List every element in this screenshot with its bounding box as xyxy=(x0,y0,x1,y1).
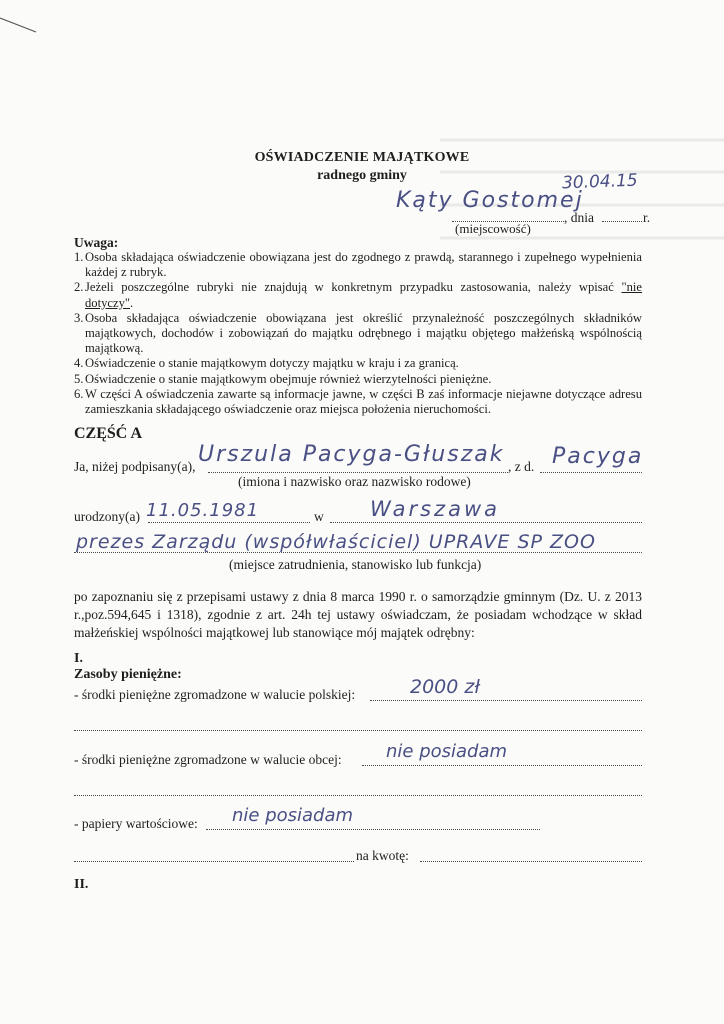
document-subtitle: radnego gminy xyxy=(317,168,407,183)
section-1-heading: Zasoby pieniężne: xyxy=(74,667,182,682)
pln-funds-label: - środki pieniężne zgromadzone w walucie polskiej: xyxy=(74,687,356,702)
pln-dotted-line xyxy=(370,700,642,701)
section-2-number: II. xyxy=(74,877,89,892)
signatory-label: Ja, niżej podpisany(a), xyxy=(74,459,196,474)
handwritten-birth-place: Warszawa xyxy=(370,497,500,521)
foreign-dotted-line xyxy=(362,765,642,766)
born-label: urodzony(a) xyxy=(74,509,140,524)
handwritten-employment: prezes Zarządu (współwłaściciel) UPRAVE SP ZOO xyxy=(76,531,596,553)
document-title: OŚWIADCZENIE MAJĄTKOWE xyxy=(254,150,470,165)
amount-label: na kwotę: xyxy=(356,848,409,863)
securities-extra-dotted-line xyxy=(74,861,354,862)
nie-dotyczy-phrase: "nie dotyczy" xyxy=(85,280,642,310)
note-item: 4. Oświadczenie o stanie majątkowym dotyczy majątku w kraju i za granicą. xyxy=(74,356,459,371)
birth-date-dotted-line xyxy=(148,522,310,523)
note-item: 3. Osoba składająca oświadczenie obowiązana jest określić przynależność poszczególnych składników majątkowych, dochodów i zobowiązań do majątku odrębnego i majątku objętego małżeńską wspólnością majątkową. xyxy=(74,310,642,356)
place-caption: (miejscowość) xyxy=(455,221,531,236)
securities-label: - papiery wartościowe: xyxy=(74,816,198,831)
dnia-label: , dnia xyxy=(564,210,594,225)
foreign-extra-dotted-line xyxy=(74,795,642,796)
handwritten-pln-amount: 2000 zł xyxy=(410,676,480,698)
handwritten-securities: nie posiadam xyxy=(232,805,354,826)
date-dotted-line xyxy=(602,221,642,222)
pln-extra-dotted-line xyxy=(74,730,642,731)
born-in-label: w xyxy=(314,509,324,524)
securities-dotted-line xyxy=(206,829,540,830)
handwritten-full-name: Urszula Pacyga-Głuszak xyxy=(198,442,505,467)
handwritten-date: 30.04.15 xyxy=(561,170,639,194)
handwritten-foreign-funds: nie posiadam xyxy=(386,741,508,762)
scan-corner-mark xyxy=(0,10,40,40)
handwritten-place: Kąty Gostomej xyxy=(396,188,584,213)
note-item: 5. Oświadczenie o stanie majątkowym obejmuje również wierzytelności pieniężne. xyxy=(74,371,492,386)
maiden-dotted-line xyxy=(540,472,642,473)
note-item: 1. Osoba składająca oświadczenie obowiązana jest do zgodnego z prawdą, starannego i zupełnego wypełnienia każdej z rubryk. xyxy=(74,250,642,280)
year-suffix: r. xyxy=(643,210,651,225)
notes-heading: Uwaga: xyxy=(74,235,119,250)
part-a-heading: CZĘŚĆ A xyxy=(74,425,143,442)
handwritten-maiden-name: Pacyga xyxy=(552,444,644,469)
employment-caption: (miejsce zatrudnienia, stanowisko lub funkcja) xyxy=(229,557,482,572)
notes-list xyxy=(74,250,642,417)
amount-dotted-line xyxy=(420,861,642,862)
note-item: 6. W części A oświadczenia zawarte są informacje jawne, w części B zaś informacje niejawne dotyczące adresu zamieszkania składającego oświadczenie oraz miejsca położenia nieruchomości. xyxy=(74,386,642,417)
statement-paragraph: po zapoznaniu się z przepisami ustawy z dnia 8 marca 1990 r. o samorządzie gminnym (Dz. U. z 2013 r.,poz.594,645 i 1318), zgodnie z art. 24h tej ustawy oświadczam, że posiadam wchodzące w skład małżeńskiej wspólności majątkowej lub stanowiące mój majątek odrębny: xyxy=(74,589,642,640)
handwritten-birth-date: 11.05.1981 xyxy=(146,500,260,521)
note-item: 2. Jeżeli poszczególne rubryki nie znajdują w konkretnym przypadku zastosowania, należy wpisać "nie dotyczy". xyxy=(74,280,642,310)
section-1-number: I. xyxy=(74,651,83,666)
foreign-funds-label: - środki pieniężne zgromadzone w walucie obcej: xyxy=(74,752,342,767)
birth-place-dotted-line xyxy=(330,522,642,523)
maiden-name-label: , z d. xyxy=(508,459,535,474)
name-dotted-line xyxy=(208,472,508,473)
names-caption: (imiona i nazwisko oraz nazwisko rodowe) xyxy=(238,474,471,489)
